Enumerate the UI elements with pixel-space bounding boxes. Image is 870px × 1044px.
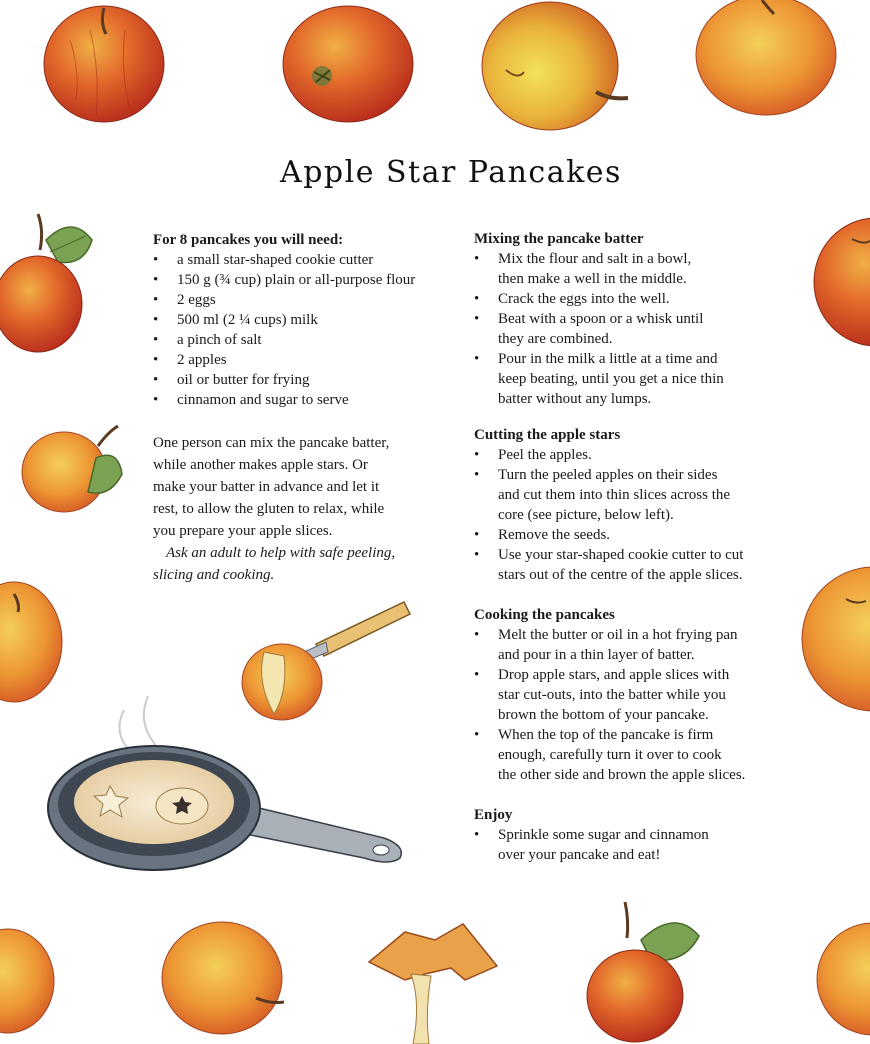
list-item: • Remove the seeds. [474, 525, 774, 545]
list-item: • 2 eggs [153, 290, 453, 310]
right-column [474, 229, 774, 865]
safety-note: Ask an adult to help with safe peeling, [166, 545, 396, 561]
list-item: • Peel the apples. [474, 445, 774, 465]
apple-illustration [0, 578, 65, 706]
list-item: • a pinch of salt [153, 330, 453, 350]
list-item: • a small star-shaped cookie cutter [153, 250, 453, 270]
apple-illustration [0, 210, 100, 355]
frying-pan-illustration [44, 690, 409, 880]
list-item: • 2 apples [153, 350, 453, 370]
apple-illustration [280, 2, 420, 127]
apple-core-illustration [365, 922, 500, 1044]
apple-illustration [800, 565, 870, 713]
apple-illustration [160, 918, 290, 1038]
section-heading: Cooking the pancakes [474, 607, 615, 623]
section-heading: Cutting the apple stars [474, 427, 621, 443]
list-item: • Sprinkle some sugar and cinnamon over your pancake and eat! [474, 825, 774, 865]
apple-illustration [40, 0, 170, 125]
method-section [474, 229, 774, 409]
list-item: • When the top of the pancake is firm enough, carefully turn it over to cook the other side and brown the apple slices. [474, 725, 774, 785]
list-item: • 500 ml (2 ¼ cups) milk [153, 310, 453, 330]
apple-illustration [815, 920, 870, 1038]
section-heading: Enjoy [474, 807, 513, 823]
text-line: rest, to allow the gluten to relax, while [153, 501, 385, 517]
section-heading: Mixing the pancake batter [474, 231, 644, 247]
apple-illustration [0, 925, 55, 1037]
method-section [474, 605, 774, 785]
list-item: • Drop apple stars, and apple slices with star cut-outs, into the batter while you brown the bottom of your pancake. [474, 665, 774, 725]
text-line: make your batter in advance and let it [153, 479, 380, 495]
method-section [474, 425, 774, 585]
list-item: • Crack the eggs into the well. [474, 289, 774, 309]
list-item: • Turn the peeled apples on their sides and cut them into thin slices across the core (see picture, below left). [474, 465, 774, 525]
apple-illustration [585, 900, 703, 1044]
list-item: • oil or butter for frying [153, 370, 453, 390]
text-line: One person can mix the pancake batter, [153, 435, 390, 451]
list-item: • Use your star-shaped cookie cutter to cut stars out of the centre of the apple slices. [474, 545, 774, 585]
safety-note: slicing and cooking. [153, 567, 275, 583]
list-item: • Mix the flour and salt in a bowl, then make a well in the middle. [474, 249, 774, 289]
list-item: • Beat with a spoon or a whisk until they are combined. [474, 309, 774, 349]
list-item: • Pour in the milk a little at a time and keep beating, until you get a nice thin batter without any lumps. [474, 349, 774, 409]
list-item: • cinnamon and sugar to serve [153, 390, 453, 410]
ingredients-heading: For 8 pancakes you will need: [153, 232, 344, 248]
ingredients-list [153, 250, 453, 410]
text-line: you prepare your apple slices. [153, 523, 333, 539]
intro-paragraph [153, 432, 453, 586]
text-line: while another makes apple stars. Or [153, 457, 368, 473]
apple-illustration [692, 0, 840, 118]
apple-illustration [18, 418, 126, 516]
apple-illustration [812, 215, 870, 350]
list-item: • 150 g (¾ cup) plain or all-purpose flour [153, 270, 453, 290]
apple-illustration [478, 0, 638, 135]
list-item: • Melt the butter or oil in a hot frying pan and pour in a thin layer of batter. [474, 625, 774, 665]
left-column [153, 230, 453, 586]
method-section [474, 805, 774, 865]
page-title: Apple Star Pancakes [280, 155, 622, 190]
